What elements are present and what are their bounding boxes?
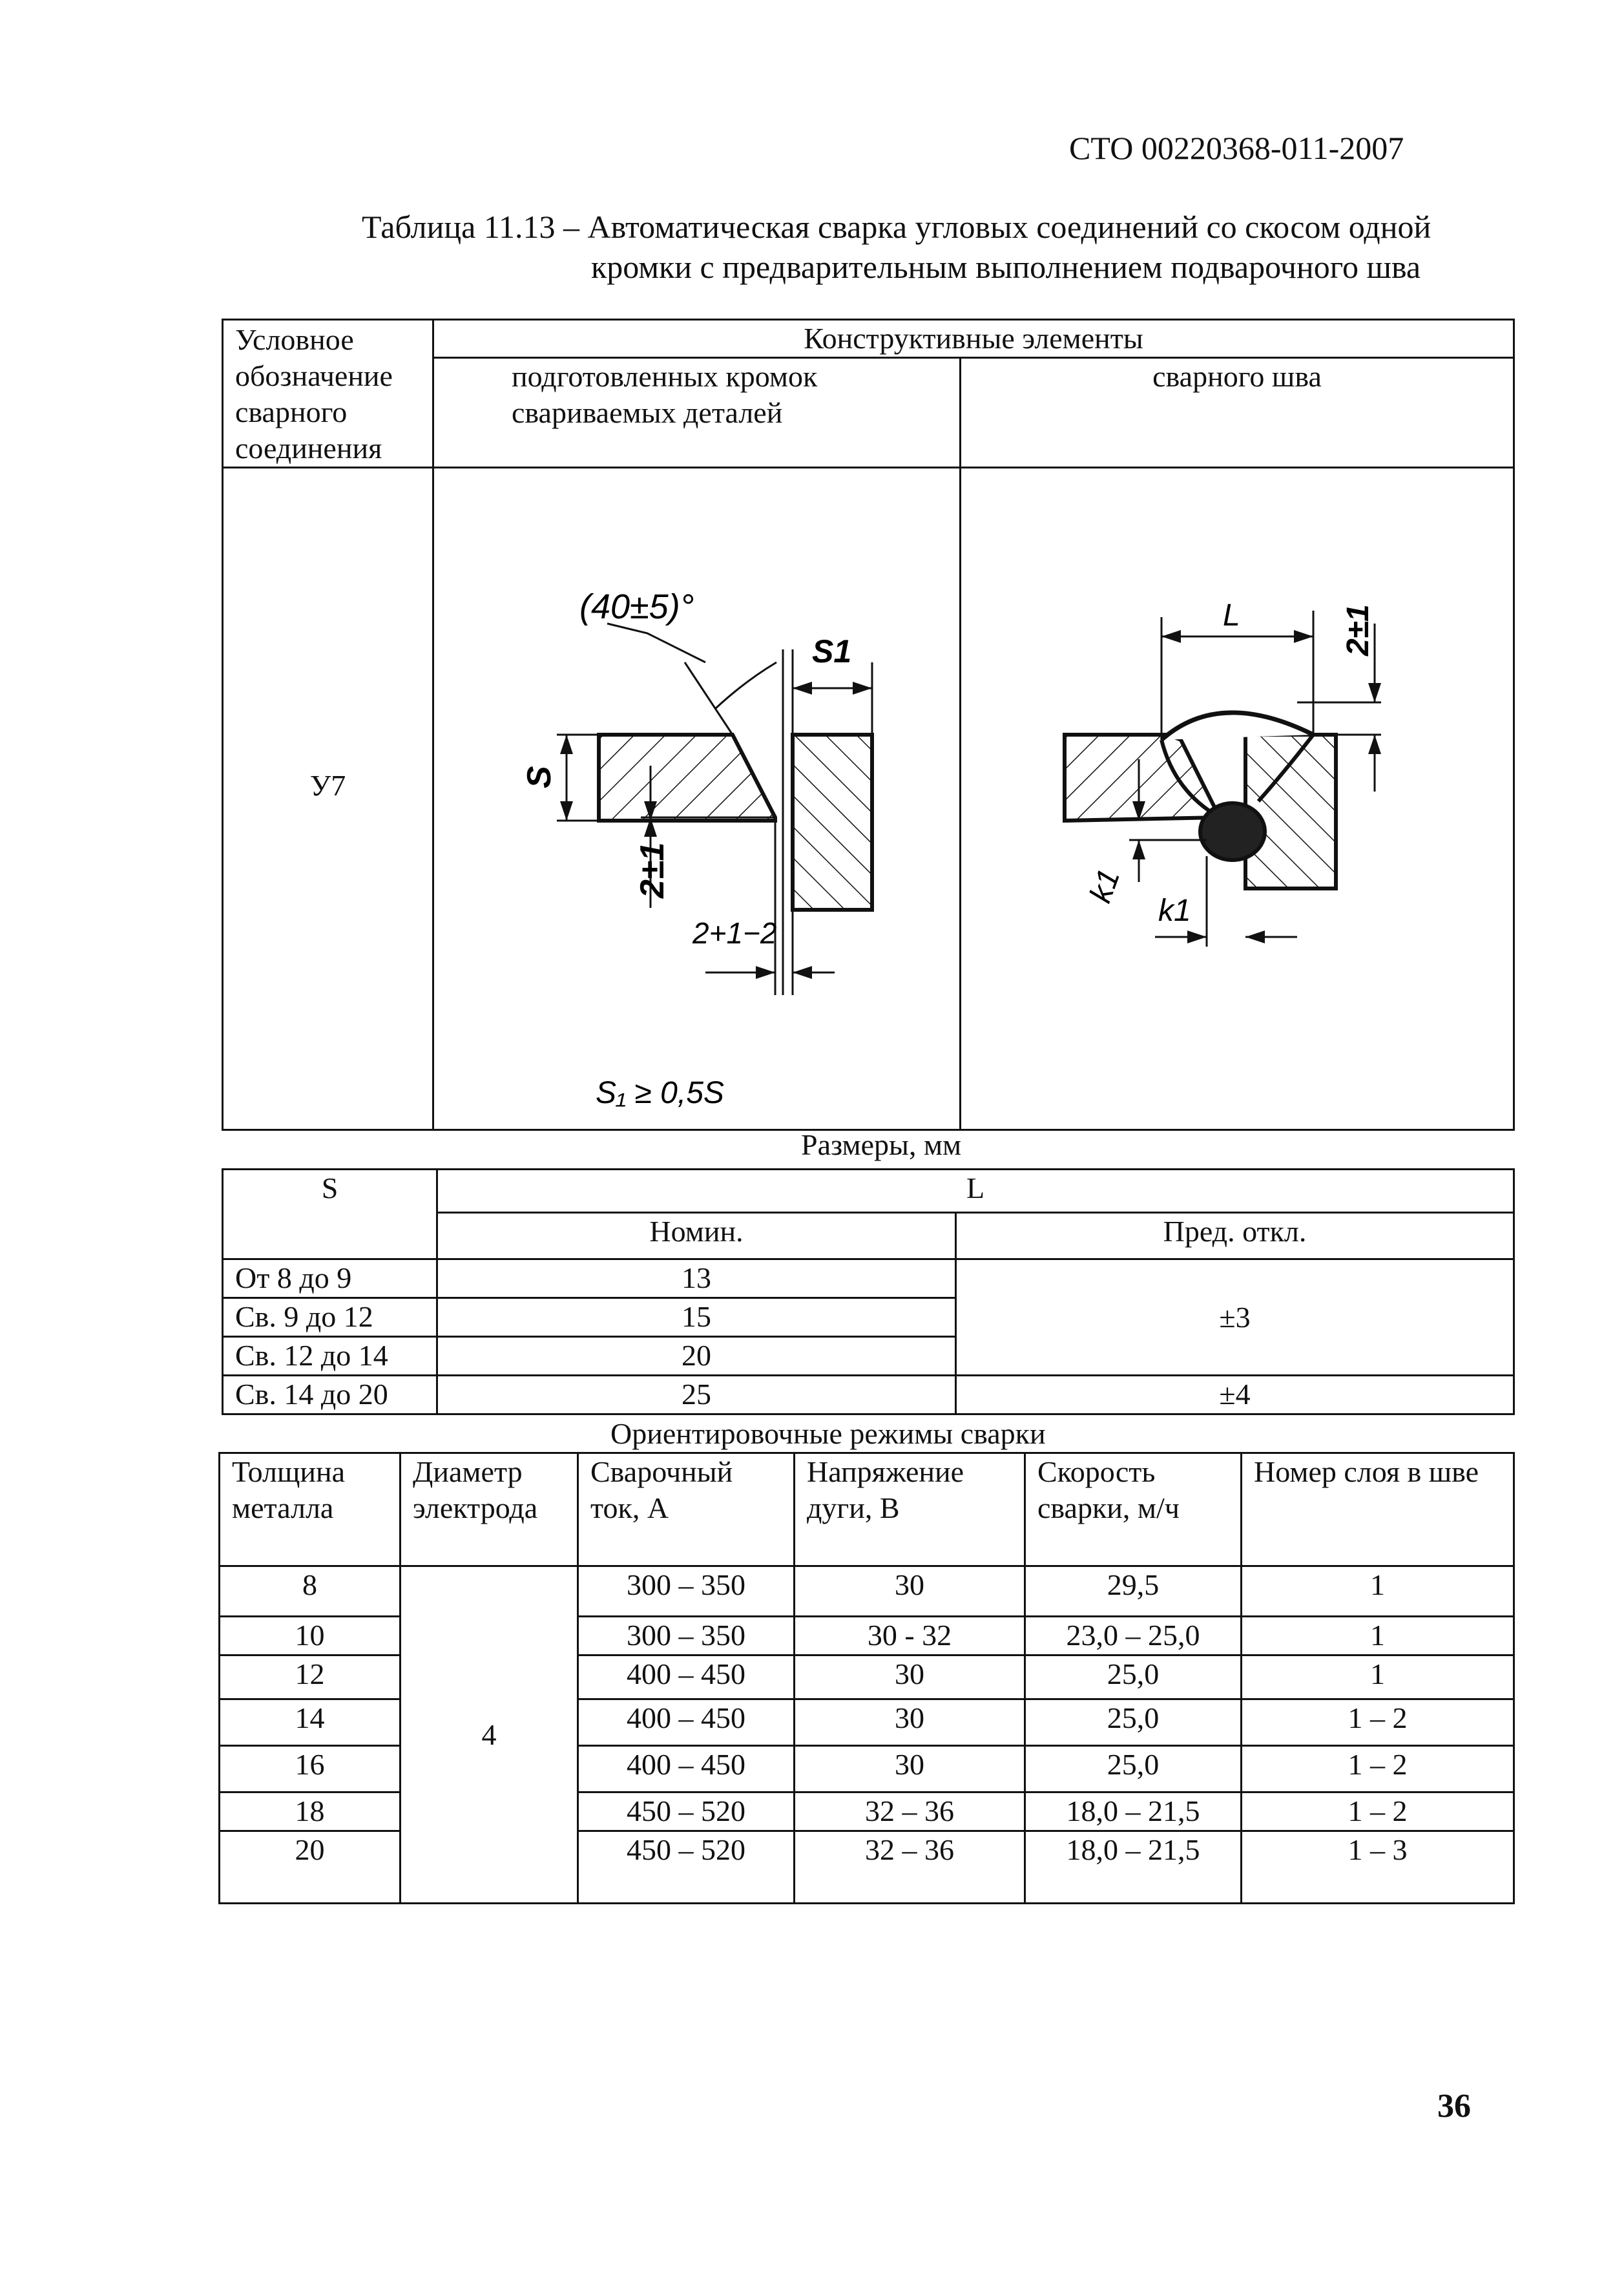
modes-cell-speed: 25,0 [1025,1699,1242,1746]
l-label: L [1223,598,1240,633]
sizes-s-cell: Св. 9 до 12 [223,1298,437,1337]
modes-cell-thickness: 14 [220,1699,401,1746]
modes-cell-current: 300 – 350 [578,1566,795,1617]
sizes-title: Размеры, мм [801,1128,962,1161]
condition-label: S₁ ≥ 0,5S [596,1076,724,1110]
k1-bottom-label: k1 [1158,894,1191,928]
modes-header-layer: Номер слоя в шве [1242,1453,1514,1566]
modes-cell-current: 400 – 450 [578,1746,795,1792]
modes-header-current: Сварочный ток, А [578,1453,795,1566]
sizes-table [222,1168,1515,1415]
sizes-dev-header: Пред. откл. [956,1213,1514,1259]
modes-cell-thickness: 8 [220,1566,401,1617]
sizes-dev-cell: ±3 [956,1259,1514,1376]
sizes-s-header: S [223,1170,437,1259]
modes-cell-speed: 18,0 – 21,5 [1025,1792,1242,1831]
sizes-nom-cell: 13 [437,1259,956,1298]
weld-right-plate [1245,735,1336,888]
sizes-nom-cell: 20 [437,1337,956,1376]
modes-cell-voltage: 30 [795,1746,1025,1792]
modes-cell-layer: 1 [1242,1655,1514,1699]
left-plate [599,735,775,821]
modes-cell-speed: 25,0 [1025,1746,1242,1792]
prepared-edges-drawing [434,468,961,1129]
modes-cell-layer: 1 [1242,1566,1514,1617]
design-table [222,319,1515,1131]
modes-cell-voltage: 30 [795,1566,1025,1617]
modes-cell-thickness: 20 [220,1831,401,1904]
modes-cell-electrode: 4 [401,1566,578,1904]
modes-cell-voltage: 32 – 36 [795,1792,1025,1831]
prepared-edges-header: подготовленных кромок свариваемых деталей [433,358,961,468]
modes-cell-voltage: 30 - 32 [795,1617,1025,1655]
modes-cell-voltage: 32 – 36 [795,1831,1025,1904]
modes-cell-current: 450 – 520 [578,1831,795,1904]
modes-cell-voltage: 30 [795,1655,1025,1699]
modes-table [218,1452,1515,1904]
table-caption [362,207,1447,287]
modes-cell-current: 300 – 350 [578,1617,795,1655]
angle-label: (40±5)° [579,587,694,626]
modes-cell-layer: 1 – 2 [1242,1792,1514,1831]
s1-label: S1 [812,633,852,669]
backing-weld [1200,803,1265,860]
gap-label: 2+1−2 [692,916,777,950]
sizes-nom-cell: 15 [437,1298,956,1337]
sizes-s-cell: Св. 14 до 20 [223,1376,437,1414]
weld-drawing-cell [961,468,1514,1130]
modes-cell-speed: 23,0 – 25,0 [1025,1617,1242,1655]
sizes-nom-header: Номин. [437,1213,956,1259]
modes-cell-current: 450 – 520 [578,1792,795,1831]
reinforcement-label: 2±1 [1341,604,1375,656]
modes-header-thickness: Толщина металла [220,1453,401,1566]
document-code: СТО 00220368-011-2007 [1069,130,1404,166]
modes-header-voltage: Напряжение дуги, В [795,1453,1025,1566]
root-label: 2±1 [634,842,671,898]
k1-left-label: k1 [1083,865,1127,907]
modes-cell-current: 400 – 450 [578,1699,795,1746]
modes-cell-thickness: 12 [220,1655,401,1699]
modes-cell-current: 400 – 450 [578,1655,795,1699]
sizes-s-cell: Св. 12 до 14 [223,1337,437,1376]
modes-cell-thickness: 10 [220,1617,401,1655]
modes-cell-thickness: 18 [220,1792,401,1831]
modes-header-electrode: Диаметр электрода [401,1453,578,1566]
sizes-l-header: L [437,1170,1514,1213]
modes-cell-voltage: 30 [795,1699,1025,1746]
modes-cell-layer: 1 [1242,1617,1514,1655]
modes-cell-thickness: 16 [220,1746,401,1792]
modes-cell-layer: 1 – 2 [1242,1699,1514,1746]
modes-cell-speed: 29,5 [1025,1566,1242,1617]
caption-line-2: кромки с предварительным выполнением подварочного шва [591,249,1421,285]
page-number: 36 [1437,2088,1471,2125]
elements-header: Конструктивные элементы [433,320,1514,358]
modes-cell-speed: 25,0 [1025,1655,1242,1699]
sizes-nom-cell: 25 [437,1376,956,1414]
sizes-dev-cell: ±4 [956,1376,1514,1414]
s-label: S [521,766,558,788]
sizes-s-cell: От 8 до 9 [223,1259,437,1298]
modes-cell-layer: 1 – 2 [1242,1746,1514,1792]
weld-header: сварного шва [961,358,1514,468]
prepared-edges-drawing-cell [433,468,961,1130]
caption-line-1: Таблица 11.13 – Автоматическая сварка угловых соединений со скосом одной [362,209,1431,245]
designation-header: Условное обозначение сварного соединения [223,320,433,468]
modes-cell-layer: 1 – 3 [1242,1831,1514,1904]
modes-title: Ориентировочные режимы сварки [610,1417,1046,1450]
modes-cell-speed: 18,0 – 21,5 [1025,1831,1242,1904]
right-plate [793,735,872,910]
modes-header-speed: Скорость сварки, м/ч [1025,1453,1242,1566]
designation-value: У7 [223,468,433,1130]
weld-drawing [961,468,1515,1129]
